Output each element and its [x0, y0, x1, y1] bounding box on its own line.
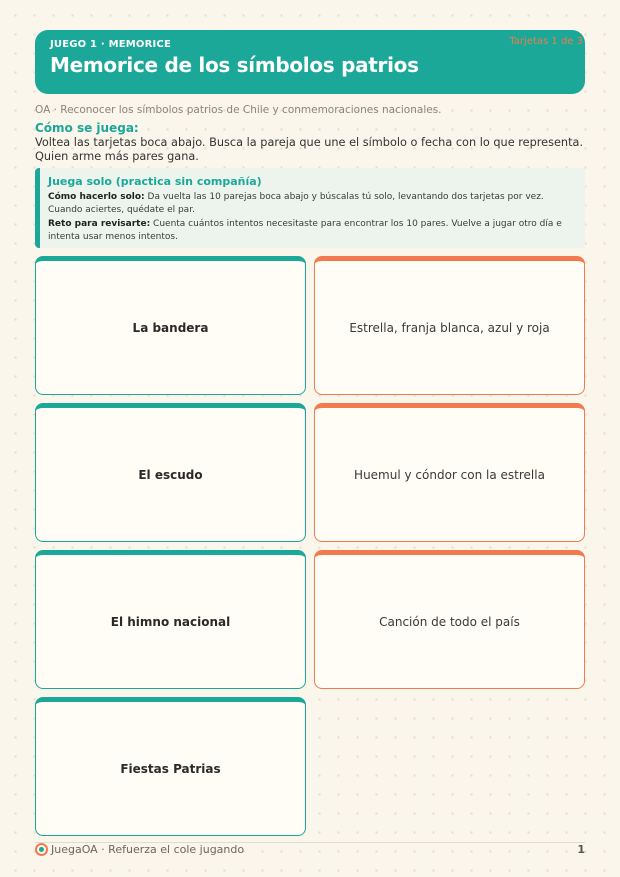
how-to-play-title: Cómo se juega: [35, 121, 139, 135]
memory-card-meaning [314, 403, 585, 542]
memory-card-symbol [35, 697, 306, 836]
solo-play-title: Juega solo (practica sin compañía) [48, 175, 262, 188]
memory-card-symbol [35, 256, 306, 395]
card-label: El himno nacional [110, 614, 231, 629]
solo-how-label: Cómo hacerlo solo: [48, 192, 145, 202]
memory-card-symbol [35, 550, 306, 689]
solo-check-text: Cuenta cuántos intentos necesitaste para encontrar los 10 pares. Vuelve a jugar otro día e intenta usar menos intentos. [48, 219, 562, 242]
how-to-play-text: Voltea las tarjetas boca abajo. Busca la pareja que une el símbolo o fecha con lo que representa. Quien arme más pares gana. [35, 136, 584, 163]
game-kicker: JUEGO 1 · MEMORICE [50, 39, 172, 50]
card-label: Huemul y cóndor con la estrella [354, 467, 545, 482]
brand-logo-icon [35, 843, 48, 856]
header-banner [35, 30, 585, 94]
memory-card-symbol [35, 403, 306, 542]
solo-how-line [48, 191, 576, 216]
card-label: Fiestas Patrias [120, 761, 221, 776]
page-number: 1 [577, 843, 585, 856]
learning-objective: OA · Reconocer los símbolos patrios de Chile y conmemoraciones nacionales. [35, 104, 442, 116]
solo-play-box [35, 168, 585, 248]
card-label: Canción de todo el país [379, 614, 520, 629]
card-label: Estrella, franja blanca, azul y roja [349, 320, 550, 335]
footer-brand [35, 843, 244, 856]
card-label: La bandera [132, 320, 209, 335]
footer-brand-text: JuegaOA · Refuerza el cole jugando [51, 843, 245, 856]
solo-how-text: Da vuelta las 10 parejas boca abajo y búscalas tú solo, levantando dos tarjetas por vez. Cuando aciertes, quédate el par. [48, 192, 544, 215]
memory-card-meaning [314, 256, 585, 395]
card-label: El escudo [138, 467, 203, 482]
page-title: Memorice de los símbolos patrios [50, 53, 419, 77]
memory-card-meaning [314, 550, 585, 689]
solo-check-line [48, 218, 576, 243]
solo-check-label: Reto para revisarte: [48, 219, 151, 229]
page-tag: Tarjetas 1 de 3 [509, 36, 583, 47]
